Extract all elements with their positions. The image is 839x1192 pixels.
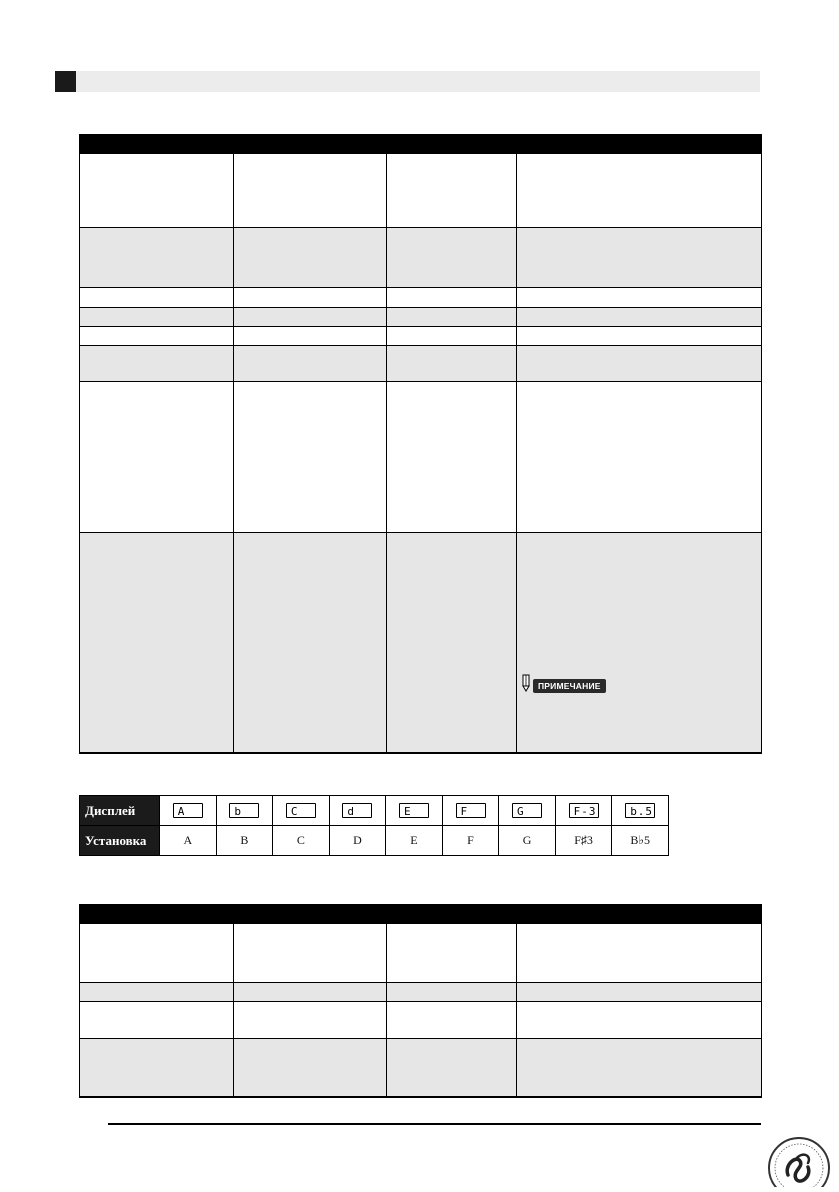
key-display-row [80, 796, 669, 826]
header-cell [387, 905, 517, 924]
header-cell [80, 905, 234, 924]
lcd-readout: b [229, 803, 259, 818]
lcd-readout: F [456, 803, 486, 818]
lcd-readout: G [512, 803, 542, 818]
section-marker-square [55, 71, 76, 92]
table-header-row [80, 135, 762, 154]
key-value: F♯3 [555, 826, 612, 856]
key-value: B♭5 [612, 826, 669, 856]
table-row [80, 288, 762, 308]
table-row [80, 346, 762, 382]
publisher-seal-icon [766, 1135, 832, 1187]
table-row [80, 327, 762, 346]
table-row [80, 924, 762, 983]
table-row [80, 154, 762, 228]
header-cell [234, 135, 387, 154]
table-row [80, 308, 762, 327]
key-display-table [79, 795, 669, 856]
header-cell [387, 135, 517, 154]
settings-table-lower [79, 904, 762, 1098]
header-cell [234, 905, 387, 924]
lcd-cell [612, 796, 669, 826]
table-row [80, 382, 762, 533]
header-cell [517, 135, 762, 154]
lcd-cell [499, 796, 556, 826]
lcd-readout: A [173, 803, 203, 818]
table-row [80, 983, 762, 1002]
table-row [80, 228, 762, 288]
header-cell [80, 135, 234, 154]
key-value: B [216, 826, 273, 856]
lcd-cell [386, 796, 443, 826]
lcd-readout: b.5 [625, 803, 655, 818]
key-value: E [386, 826, 443, 856]
key-value: C [273, 826, 330, 856]
lcd-cell [273, 796, 330, 826]
pencil-icon [521, 674, 531, 697]
lcd-cell [160, 796, 217, 826]
key-value: G [499, 826, 556, 856]
lcd-readout: E [399, 803, 429, 818]
table-header-row [80, 905, 762, 924]
note-label: ПРИМЕЧАНИЕ [533, 679, 606, 693]
note-cell [517, 533, 762, 753]
table-row [80, 1039, 762, 1097]
footer-rule [108, 1123, 761, 1125]
lcd-cell [555, 796, 612, 826]
lcd-readout: C [286, 803, 316, 818]
key-value: D [329, 826, 386, 856]
row-label-display: Дисплей [80, 796, 160, 826]
row-label-setting: Установка [80, 826, 160, 856]
key-setting-row [80, 826, 669, 856]
lcd-readout: F-3 [569, 803, 599, 818]
lcd-cell [329, 796, 386, 826]
settings-table-upper [79, 134, 762, 754]
lcd-cell [216, 796, 273, 826]
section-header-bar [55, 71, 760, 92]
key-value: F [442, 826, 499, 856]
note-badge [521, 674, 606, 697]
table-row [80, 533, 762, 753]
table-row [80, 1002, 762, 1039]
header-cell [517, 905, 762, 924]
key-value: A [160, 826, 217, 856]
lcd-cell [442, 796, 499, 826]
lcd-readout: d [342, 803, 372, 818]
